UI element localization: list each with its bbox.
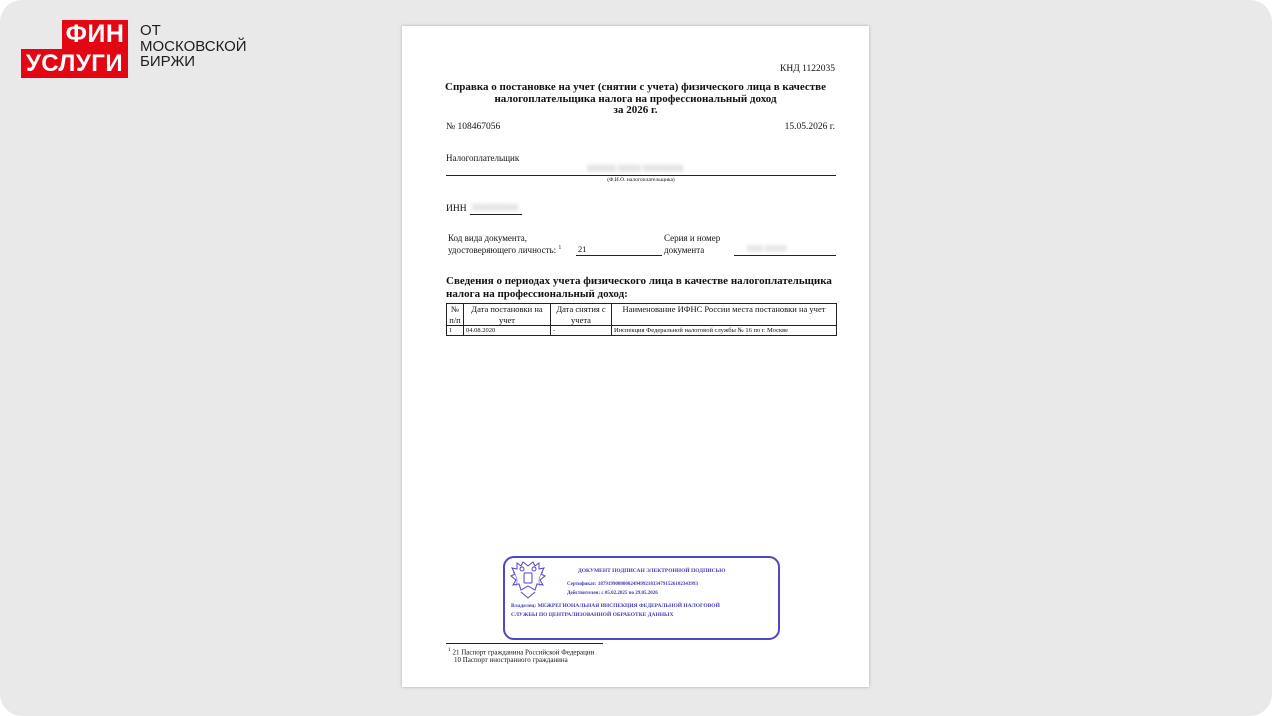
table-header-row xyxy=(447,304,837,326)
logo-subtitle-line3: БИРЖИ xyxy=(140,53,196,70)
fio-caption: (Ф.И.О. налогоплательщика) xyxy=(607,177,675,183)
inn-underline xyxy=(470,214,522,215)
footnote-separator xyxy=(446,643,603,644)
inn-value xyxy=(472,203,518,212)
taxpayer-fio-value xyxy=(587,164,683,173)
doc-code-footnote-mark: 1 xyxy=(558,245,562,251)
doc-code-underline xyxy=(576,255,662,256)
header-num: № п/п xyxy=(447,304,464,326)
logo-subtitle-line2: МОСКОВСКОЙ xyxy=(140,37,247,55)
document-page xyxy=(402,26,869,687)
series-value xyxy=(747,244,787,253)
stamp-validity: Действителен: с 05.02.2025 по 29.05.2026 xyxy=(567,591,658,596)
footnote-mark: 1 xyxy=(448,647,451,653)
stamp-owner-line1: Владелец: МЕЖРЕГИОНАЛЬНАЯ ИНСПЕКЦИЯ ФЕДЕРАЛЬНОЙ НАЛОГОВОЙ xyxy=(511,603,720,609)
cell-ifns-name: Инспекция Федеральной налоговой службы № 16 по г. Москве xyxy=(612,326,837,336)
document-number: № 108467056 xyxy=(446,122,501,132)
taxpayer-label: Налогоплательщик xyxy=(446,153,520,163)
logo-subtitle xyxy=(140,23,247,70)
stamp-title: ДОКУМЕНТ ПОДПИСАН ЭЛЕКТРОННОЙ ПОДПИСЬЮ xyxy=(578,568,726,574)
e-signature-stamp xyxy=(503,556,780,640)
series-label-line1: Серия и номер xyxy=(664,233,721,243)
stamp-certificate: Сертификат: 187919900800024949921833479152610234399З xyxy=(567,582,698,587)
cell-reg-date: 04.08.2020 xyxy=(464,326,551,336)
series-redacted: ХХХ ХХХХ xyxy=(747,244,787,253)
document-title-year: за 2026 г. xyxy=(613,104,658,116)
doc-code-label-line2 xyxy=(448,245,561,255)
footnote-line2: 10 Паспорт иностранного гражданина xyxy=(454,656,568,664)
periods-table xyxy=(446,303,837,336)
stamp-owner-line2: СЛУЖБЫ ПО ЦЕНТРАЛИЗОВАННОЙ ОБРАБОТКЕ ДАННЫХ xyxy=(511,612,674,618)
series-underline xyxy=(734,255,836,256)
doc-code-value: 21 xyxy=(578,244,587,254)
header-dereg-date: Дата снятия с учета xyxy=(551,304,612,326)
inn-label: ИНН xyxy=(446,204,467,214)
logo-uslugi-text: УСЛУГИ xyxy=(21,49,128,78)
header-reg-date: Дата постановки на учет xyxy=(464,304,551,326)
document-date: 15.05.2026 г. xyxy=(784,122,835,132)
table-row xyxy=(447,326,837,336)
cell-num: 1 xyxy=(447,326,464,336)
fio-underline xyxy=(446,175,836,176)
inn-redacted: ХХХХХХХХ xyxy=(472,203,519,212)
cell-dereg-date: - xyxy=(551,326,612,336)
taxpayer-fio-redacted: ХХХХХ ХХХХ ХХХХХХХ xyxy=(587,164,684,173)
footnote-line1 xyxy=(448,647,594,656)
logo-fin-text: ФИН xyxy=(62,20,128,49)
document-title xyxy=(432,82,839,117)
footnote-line1-text: 21 Паспорт гражданина Российской Федерации xyxy=(452,648,595,657)
coat-of-arms-icon xyxy=(509,560,547,600)
logo-subtitle-line1: ОТ xyxy=(140,22,161,39)
header-ifns-name: Наименование ИФНС России места постановки на учет xyxy=(612,304,837,326)
doc-code-label-line1: Код вида документа, xyxy=(448,233,528,243)
series-label-line2: документа xyxy=(664,245,705,255)
periods-section-title: Сведения о периодах учета физического лица в качестве налогоплательщика налога на профессиональный доход: xyxy=(446,275,832,300)
doc-code-label-text: удостоверяющего личность: xyxy=(448,245,557,255)
document-title-main: Справка о постановке на учет (снятии с учета) физического лица в качестве налогоплательщика налога на профессиональный доход xyxy=(445,81,826,105)
knd-code: КНД 1122035 xyxy=(780,64,835,74)
